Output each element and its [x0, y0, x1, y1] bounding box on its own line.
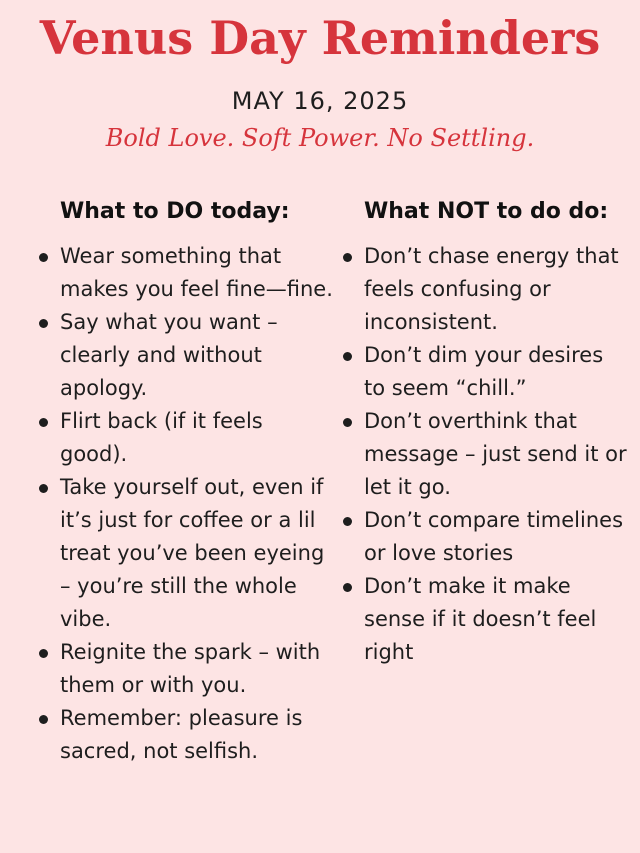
dont-item-text: Don’t dim your desires to seem “chill.”: [364, 343, 604, 400]
do-item-text: Flirt back (if it feels good).: [60, 409, 263, 466]
do-item: [36, 240, 336, 306]
do-column: [36, 196, 336, 768]
tagline: Bold Love. Soft Power. No Settling.: [105, 124, 535, 152]
bullet-icon: [39, 253, 48, 262]
do-item-text: Reignite the spark – with them or with you.: [60, 640, 321, 697]
bullet-icon: [39, 418, 48, 427]
do-item-text: Remember: pleasure is sacred, not selfish.: [60, 706, 303, 763]
do-list: [36, 240, 336, 768]
do-item: [36, 471, 336, 636]
do-item: [36, 405, 336, 471]
bullet-icon: [343, 517, 352, 526]
page-title: Venus Day Reminders: [39, 11, 601, 65]
do-item: [36, 306, 336, 405]
date-line: MAY 16, 2025: [231, 87, 409, 115]
dont-column: [340, 196, 630, 669]
bullet-icon: [39, 715, 48, 724]
dont-item: [340, 339, 630, 405]
dont-item-text: Don’t chase energy that feels confusing or inconsistent.: [364, 244, 619, 334]
dont-item: [340, 504, 630, 570]
dont-item-text: Don’t compare timelines or love stories: [364, 508, 624, 565]
do-item-text: Say what you want – clearly and without apology.: [60, 310, 278, 400]
dont-heading: What NOT to do do:: [364, 199, 609, 224]
bullet-icon: [39, 319, 48, 328]
bullet-icon: [39, 649, 48, 658]
dont-item-text: Don’t make it make sense if it doesn’t feel right: [364, 574, 597, 664]
bullet-icon: [39, 484, 48, 493]
do-item-text: Take yourself out, even if it’s just for coffee or a lil treat you’ve been eyeing – you’re still the whole vibe.: [60, 475, 325, 631]
dont-list: [340, 240, 630, 669]
dont-item: [340, 570, 630, 669]
do-item-text: Wear something that makes you feel fine—fine.: [60, 244, 333, 301]
bullet-icon: [343, 253, 352, 262]
dont-item-text: Don’t overthink that message – just send it or let it go.: [364, 409, 627, 499]
bullet-icon: [343, 352, 352, 361]
do-item: [36, 702, 336, 768]
bullet-icon: [343, 418, 352, 427]
do-item: [36, 636, 336, 702]
bullet-icon: [343, 583, 352, 592]
do-heading: What to DO today:: [60, 199, 290, 224]
dont-item: [340, 240, 630, 339]
dont-item: [340, 405, 630, 504]
